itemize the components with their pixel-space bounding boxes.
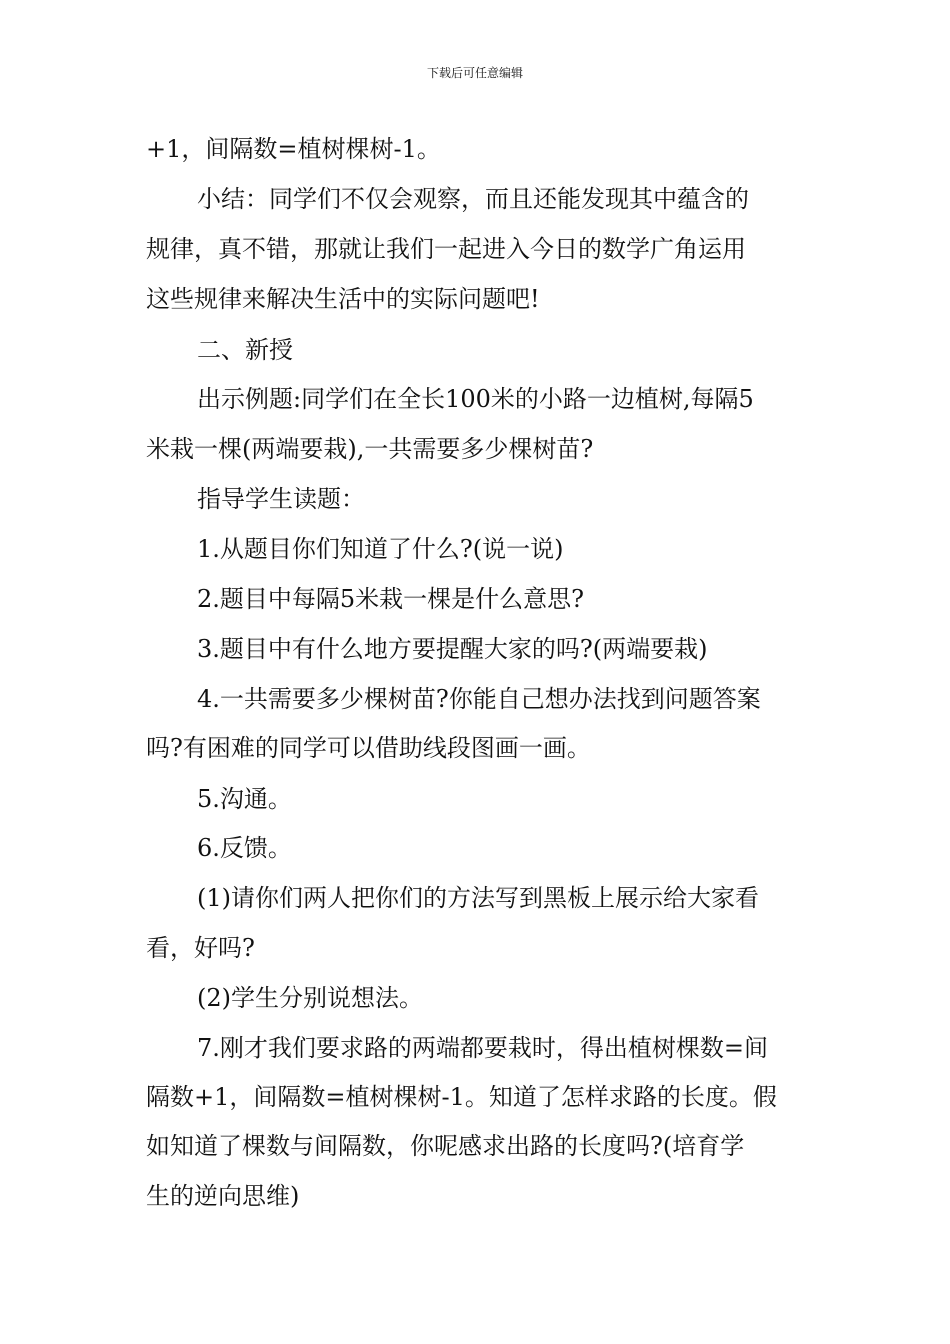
text-line: 隔数+1，间隔数=植树棵树-1。知道了怎样求路的长度。假 <box>146 1083 777 1111</box>
text-line: 吗?有困难的同学可以借助线段图画一画。 <box>146 734 591 762</box>
text-line: 生的逆向思维) <box>146 1182 300 1210</box>
text-line: 规律，真不错，那就让我们一起进入今日的数学广角运用 <box>146 235 746 263</box>
text-line: 6.反馈。 <box>197 834 292 862</box>
text-line: 米栽一棵(两端要栽),一共需要多少棵树苗? <box>146 435 594 463</box>
text-line: 2.题目中每隔5米栽一棵是什么意思? <box>197 585 585 613</box>
text-line: 小结：同学们不仅会观察，而且还能发现其中蕴含的 <box>197 185 749 213</box>
text-line: 7.刚才我们要求路的两端都要栽时，得出植树棵数=间 <box>197 1034 769 1062</box>
text-line: 二、新授 <box>197 336 293 364</box>
text-line: 这些规律来解决生活中的实际问题吧! <box>146 285 540 313</box>
text-line: 如知道了棵数与间隔数，你呢感求出路的长度吗?(培育学 <box>146 1132 745 1160</box>
text-line: (1)请你们两人把你们的方法写到黑板上展示给大家看 <box>197 884 759 912</box>
text-line: 1.从题目你们知道了什么?(说一说) <box>197 535 564 563</box>
text-line: 出示例题:同学们在全长100米的小路一边植树,每隔5 <box>197 385 754 413</box>
text-line: (2)学生分别说想法。 <box>197 984 423 1012</box>
text-line: 5.沟通。 <box>197 785 292 813</box>
text-line: 指导学生读题： <box>197 485 365 513</box>
text-line: 3.题目中有什么地方要提醒大家的吗?(两端要栽) <box>197 635 708 663</box>
text-line: 4.一共需要多少棵树苗?你能自己想办法找到问题答案 <box>197 685 761 713</box>
page-header: 下载后可任意编辑 <box>426 66 523 80</box>
text-line: 看，好吗? <box>146 934 255 962</box>
text-line: +1，间隔数=植树棵树-1。 <box>146 135 441 163</box>
